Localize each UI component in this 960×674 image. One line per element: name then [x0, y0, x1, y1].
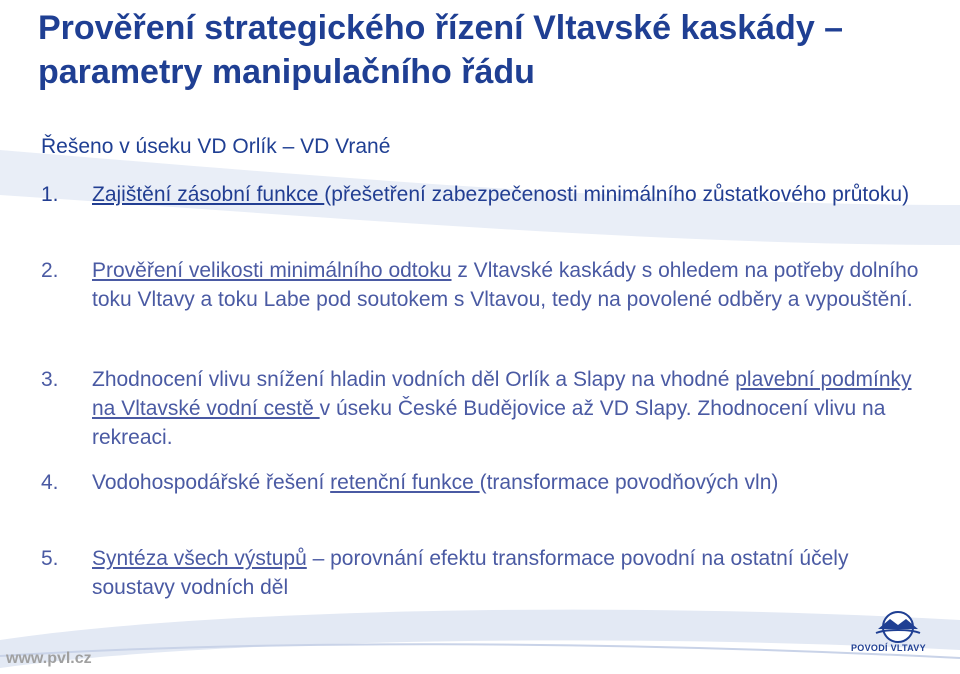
item-number: 2.	[41, 259, 59, 282]
item-link[interactable]: plavební podmínky na Vltavské vodní cestě	[92, 368, 912, 420]
item-link[interactable]: retenční funkce	[330, 471, 480, 494]
item-text: (transformace povodňových vln)	[479, 471, 779, 494]
list-item	[41, 544, 921, 602]
slide-title: Prověření strategického řízení Vltavské kaskády – parametry manipulačního řádu	[38, 9, 844, 91]
item-text-pre: Zhodnocení vlivu snížení hladin vodních děl Orlík a Slapy na vhodné	[92, 368, 736, 391]
footer-url[interactable]: www.pvl.cz	[6, 650, 92, 667]
item-link[interactable]: Prověření velikosti minimálního odtoku	[92, 259, 452, 282]
list-item	[41, 256, 921, 314]
item-number: 5.	[41, 547, 59, 570]
list-item	[41, 180, 909, 209]
item-number: 1.	[41, 183, 59, 206]
povodi-vltavy-logo-icon	[846, 605, 950, 665]
slide-subtitle: Řešeno v úseku VD Orlík – VD Vrané	[41, 135, 391, 158]
list-item	[41, 365, 921, 452]
logo-text: POVODÍ VLTAVY	[851, 643, 926, 653]
item-text-pre: Vodohospodářské řešení	[92, 471, 331, 494]
item-link[interactable]: Zajištění zásobní funkce	[92, 183, 325, 206]
item-number: 3.	[41, 368, 59, 391]
item-link[interactable]: Syntéza všech výstupů	[92, 547, 307, 570]
item-text: – porovnání efektu transformace povodní na ostatní účely soustavy vodních děl	[92, 547, 849, 599]
item-text: z Vltavské kaskády s ohledem na potřeby dolního toku Vltavy a toku Labe pod soutokem s Vltavou, tedy na povolené odběry a vypouštění.	[92, 259, 919, 311]
item-text: (přešetření zabezpečenosti minimálního zůstatkového průtoku)	[324, 183, 910, 206]
item-text: v úseku České Budějovice až VD Slapy. Zhodnocení vlivu na rekreaci.	[92, 397, 886, 449]
item-number: 4.	[41, 471, 59, 494]
list-item	[41, 468, 778, 497]
